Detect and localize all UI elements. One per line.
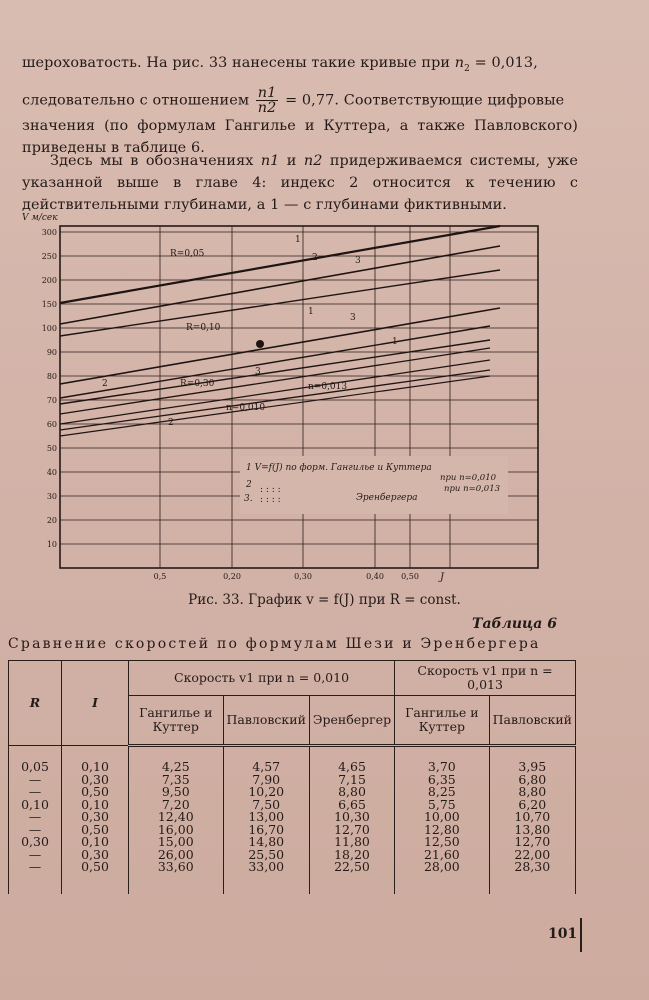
figure-caption: Рис. 33. График v = f(J) при R = const.	[188, 592, 461, 608]
paragraph-2: Здесь мы в обозначениях n1 и n2 придерживаемся системы, уже указанной выше в главе 4: индекс 2 относится к течению с действительными глубинами, а 1 — с глубинами фиктивными.	[22, 153, 578, 213]
series-line	[60, 376, 490, 436]
series-line	[60, 308, 500, 384]
col-I: I	[62, 661, 129, 746]
table-cell: 0,10	[62, 836, 129, 849]
y-tick-label: 40	[46, 468, 57, 477]
y-tick-label: 70	[46, 396, 57, 405]
table-cell: 10,20	[223, 786, 309, 799]
table-cell: 25,50	[223, 849, 309, 862]
group-header-n013: Скорость v1 при n = 0,013	[395, 661, 576, 696]
table-cell: 10,00	[395, 811, 490, 824]
table-cell: 4,65	[309, 746, 394, 774]
legend-dots-3: : : : :	[260, 495, 281, 505]
table-cell: 9,50	[129, 786, 224, 799]
legend-line-1: 1 V=f(J) по форм. Гангилье и Куттера	[246, 463, 432, 473]
table-row	[9, 746, 576, 774]
page-number: 101	[548, 926, 578, 942]
x-tick-label: 0,5	[153, 572, 167, 581]
x-tick-label: 0,30	[294, 572, 312, 581]
table-cell: —	[9, 849, 62, 862]
table-cell: —	[9, 824, 62, 837]
table-cell: 28,30	[489, 861, 575, 894]
table-cell: 8,25	[395, 786, 490, 799]
legend-line-2: 2	[246, 480, 252, 490]
table-cell: —	[9, 811, 62, 824]
table-cell: 21,60	[395, 849, 490, 862]
y-tick-label: 60	[46, 420, 57, 429]
series-label-3b: 3	[350, 313, 356, 323]
table-cell: 0,50	[62, 861, 129, 894]
page-edge-mark	[580, 918, 582, 952]
group-header-n010: Скорость v1 при n = 0,010	[129, 661, 395, 696]
legend-line-1c: при n=0,013	[444, 484, 501, 494]
y-tick-label: 30	[46, 492, 57, 501]
table-cell: 33,60	[129, 861, 224, 894]
table-cell: 5,75	[395, 799, 490, 812]
sub-header: Павловский	[489, 696, 575, 746]
sub-header: Гангилье и Куттер	[129, 696, 224, 746]
series-label-3a: 3	[355, 256, 361, 266]
table-cell: 22,50	[309, 861, 394, 894]
table-cell: —	[9, 774, 62, 787]
table-cell: 3,95	[489, 746, 575, 774]
table-cell: 0,30	[9, 836, 62, 849]
y-tick-label: 250	[41, 252, 57, 261]
table-cell: 18,20	[309, 849, 394, 862]
table-cell: —	[9, 861, 62, 894]
y-tick-label: 300	[41, 228, 57, 237]
table-cell: 0,05	[9, 746, 62, 774]
table-cell: 8,80	[489, 786, 575, 799]
table-cell: 7,90	[223, 774, 309, 787]
col-R: R	[9, 661, 62, 746]
table-cell: 16,00	[129, 824, 224, 837]
y-tick-label: 100	[41, 324, 57, 333]
table-cell: 16,70	[223, 824, 309, 837]
table-cell: 14,80	[223, 836, 309, 849]
table-cell: 8,80	[309, 786, 394, 799]
legend-dots-2: : : : :	[260, 485, 281, 495]
table-cell: 28,00	[395, 861, 490, 894]
table-cell: 11,80	[309, 836, 394, 849]
y-tick-label: 90	[46, 348, 57, 357]
annotation-n013: n=0,013	[308, 382, 348, 392]
series-label-2c: 2	[168, 418, 174, 428]
table-cell: 3,70	[395, 746, 490, 774]
chart-curves	[60, 226, 500, 436]
y-tick-label: 200	[41, 276, 57, 285]
table-cell: 0,30	[62, 811, 129, 824]
y-tick-label: 80	[46, 372, 57, 381]
table-cell: 12,80	[395, 824, 490, 837]
table-cell: 0,10	[9, 799, 62, 812]
y-tick-label: 10	[46, 540, 57, 549]
velocity-table	[8, 660, 576, 894]
table-cell: 26,00	[129, 849, 224, 862]
y-tick-label: 150	[41, 300, 57, 309]
table-cell: 0,50	[62, 786, 129, 799]
annotation-r005: R=0,05	[170, 249, 205, 259]
series-label-1b: 1	[308, 307, 314, 317]
sub-header: Эренбергер	[309, 696, 394, 746]
x-tick-label: 0,40	[366, 572, 384, 581]
table-cell: 6,35	[395, 774, 490, 787]
annotation-r010: R=0,10	[186, 323, 221, 333]
data-point	[256, 340, 264, 348]
table-cell: 13,00	[223, 811, 309, 824]
table-cell: 10,70	[489, 811, 575, 824]
y-axis-label: V м/сек	[22, 213, 58, 223]
series-label-2b: 2	[102, 379, 108, 389]
sub-header: Гангилье и Куттер	[395, 696, 490, 746]
series-line	[60, 360, 490, 424]
table-cell: 0,10	[62, 746, 129, 774]
table-cell: 6,65	[309, 799, 394, 812]
table-title: Сравнение скоростей по формулам Шези и Эренбергера	[8, 636, 541, 652]
table-cell: 13,80	[489, 824, 575, 837]
table-cell: 0,10	[62, 799, 129, 812]
series-label-1c: 1	[392, 337, 398, 347]
table-cell: —	[9, 786, 62, 799]
table-cell: 6,80	[489, 774, 575, 787]
table-cell: 4,57	[223, 746, 309, 774]
table-cell: 6,20	[489, 799, 575, 812]
series-label-2a: 2	[312, 253, 318, 263]
table-cell: 0,30	[62, 774, 129, 787]
legend-line-3: 3.	[244, 494, 253, 504]
table-cell: 12,40	[129, 811, 224, 824]
y-tick-label: 50	[46, 444, 57, 453]
sub-header: Павловский	[223, 696, 309, 746]
table-cell: 33,00	[223, 861, 309, 894]
series-line	[60, 246, 500, 324]
table-cell: 7,50	[223, 799, 309, 812]
legend-line-3-text: Эренбергера	[356, 493, 418, 503]
series-line	[60, 340, 490, 404]
table-cell: 0,30	[62, 849, 129, 862]
table-cell: 12,70	[309, 824, 394, 837]
annotation-n010: n=0,010	[226, 403, 266, 413]
table-row	[9, 861, 576, 894]
velocity-chart	[20, 208, 550, 588]
table-cell: 4,25	[129, 746, 224, 774]
table-label: Таблица 6	[472, 616, 557, 632]
series-label-3c: 3	[255, 367, 261, 377]
x-tick-label: 0,20	[223, 572, 241, 581]
series-line	[60, 348, 490, 414]
table-cell: 7,15	[309, 774, 394, 787]
table-cell: 15,00	[129, 836, 224, 849]
legend-line-1b: при n=0,010	[440, 473, 497, 483]
paragraph-1: шероховатость. На рис. 33 нанесены такие кривые при $n_2 = 0,013$, следовательно с отношением $\frac{n1}{n2} = 0,77$. Соответствующие цифровые значения (по формулам Гангилье и Куттера, а также Павловского) приведены в таблице 6.	[22, 55, 578, 156]
fraction-n1-n2: $\frac{n1}{n2}$	[257, 84, 277, 116]
table-cell: 7,35	[129, 774, 224, 787]
table-cell: 10,30	[309, 811, 394, 824]
x-tick-label: 0,50	[401, 572, 419, 581]
annotation-r030: R=0,30	[180, 379, 215, 389]
x-axis-label: J	[440, 572, 445, 583]
series-line	[60, 226, 500, 303]
series-line	[60, 326, 490, 398]
table-cell: 12,70	[489, 836, 575, 849]
y-tick-label: 20	[46, 516, 57, 525]
table-cell: 22,00	[489, 849, 575, 862]
table-cell: 7,20	[129, 799, 224, 812]
table-cell: 0,50	[62, 824, 129, 837]
series-label-1a: 1	[295, 235, 301, 245]
table-cell: 12,50	[395, 836, 490, 849]
